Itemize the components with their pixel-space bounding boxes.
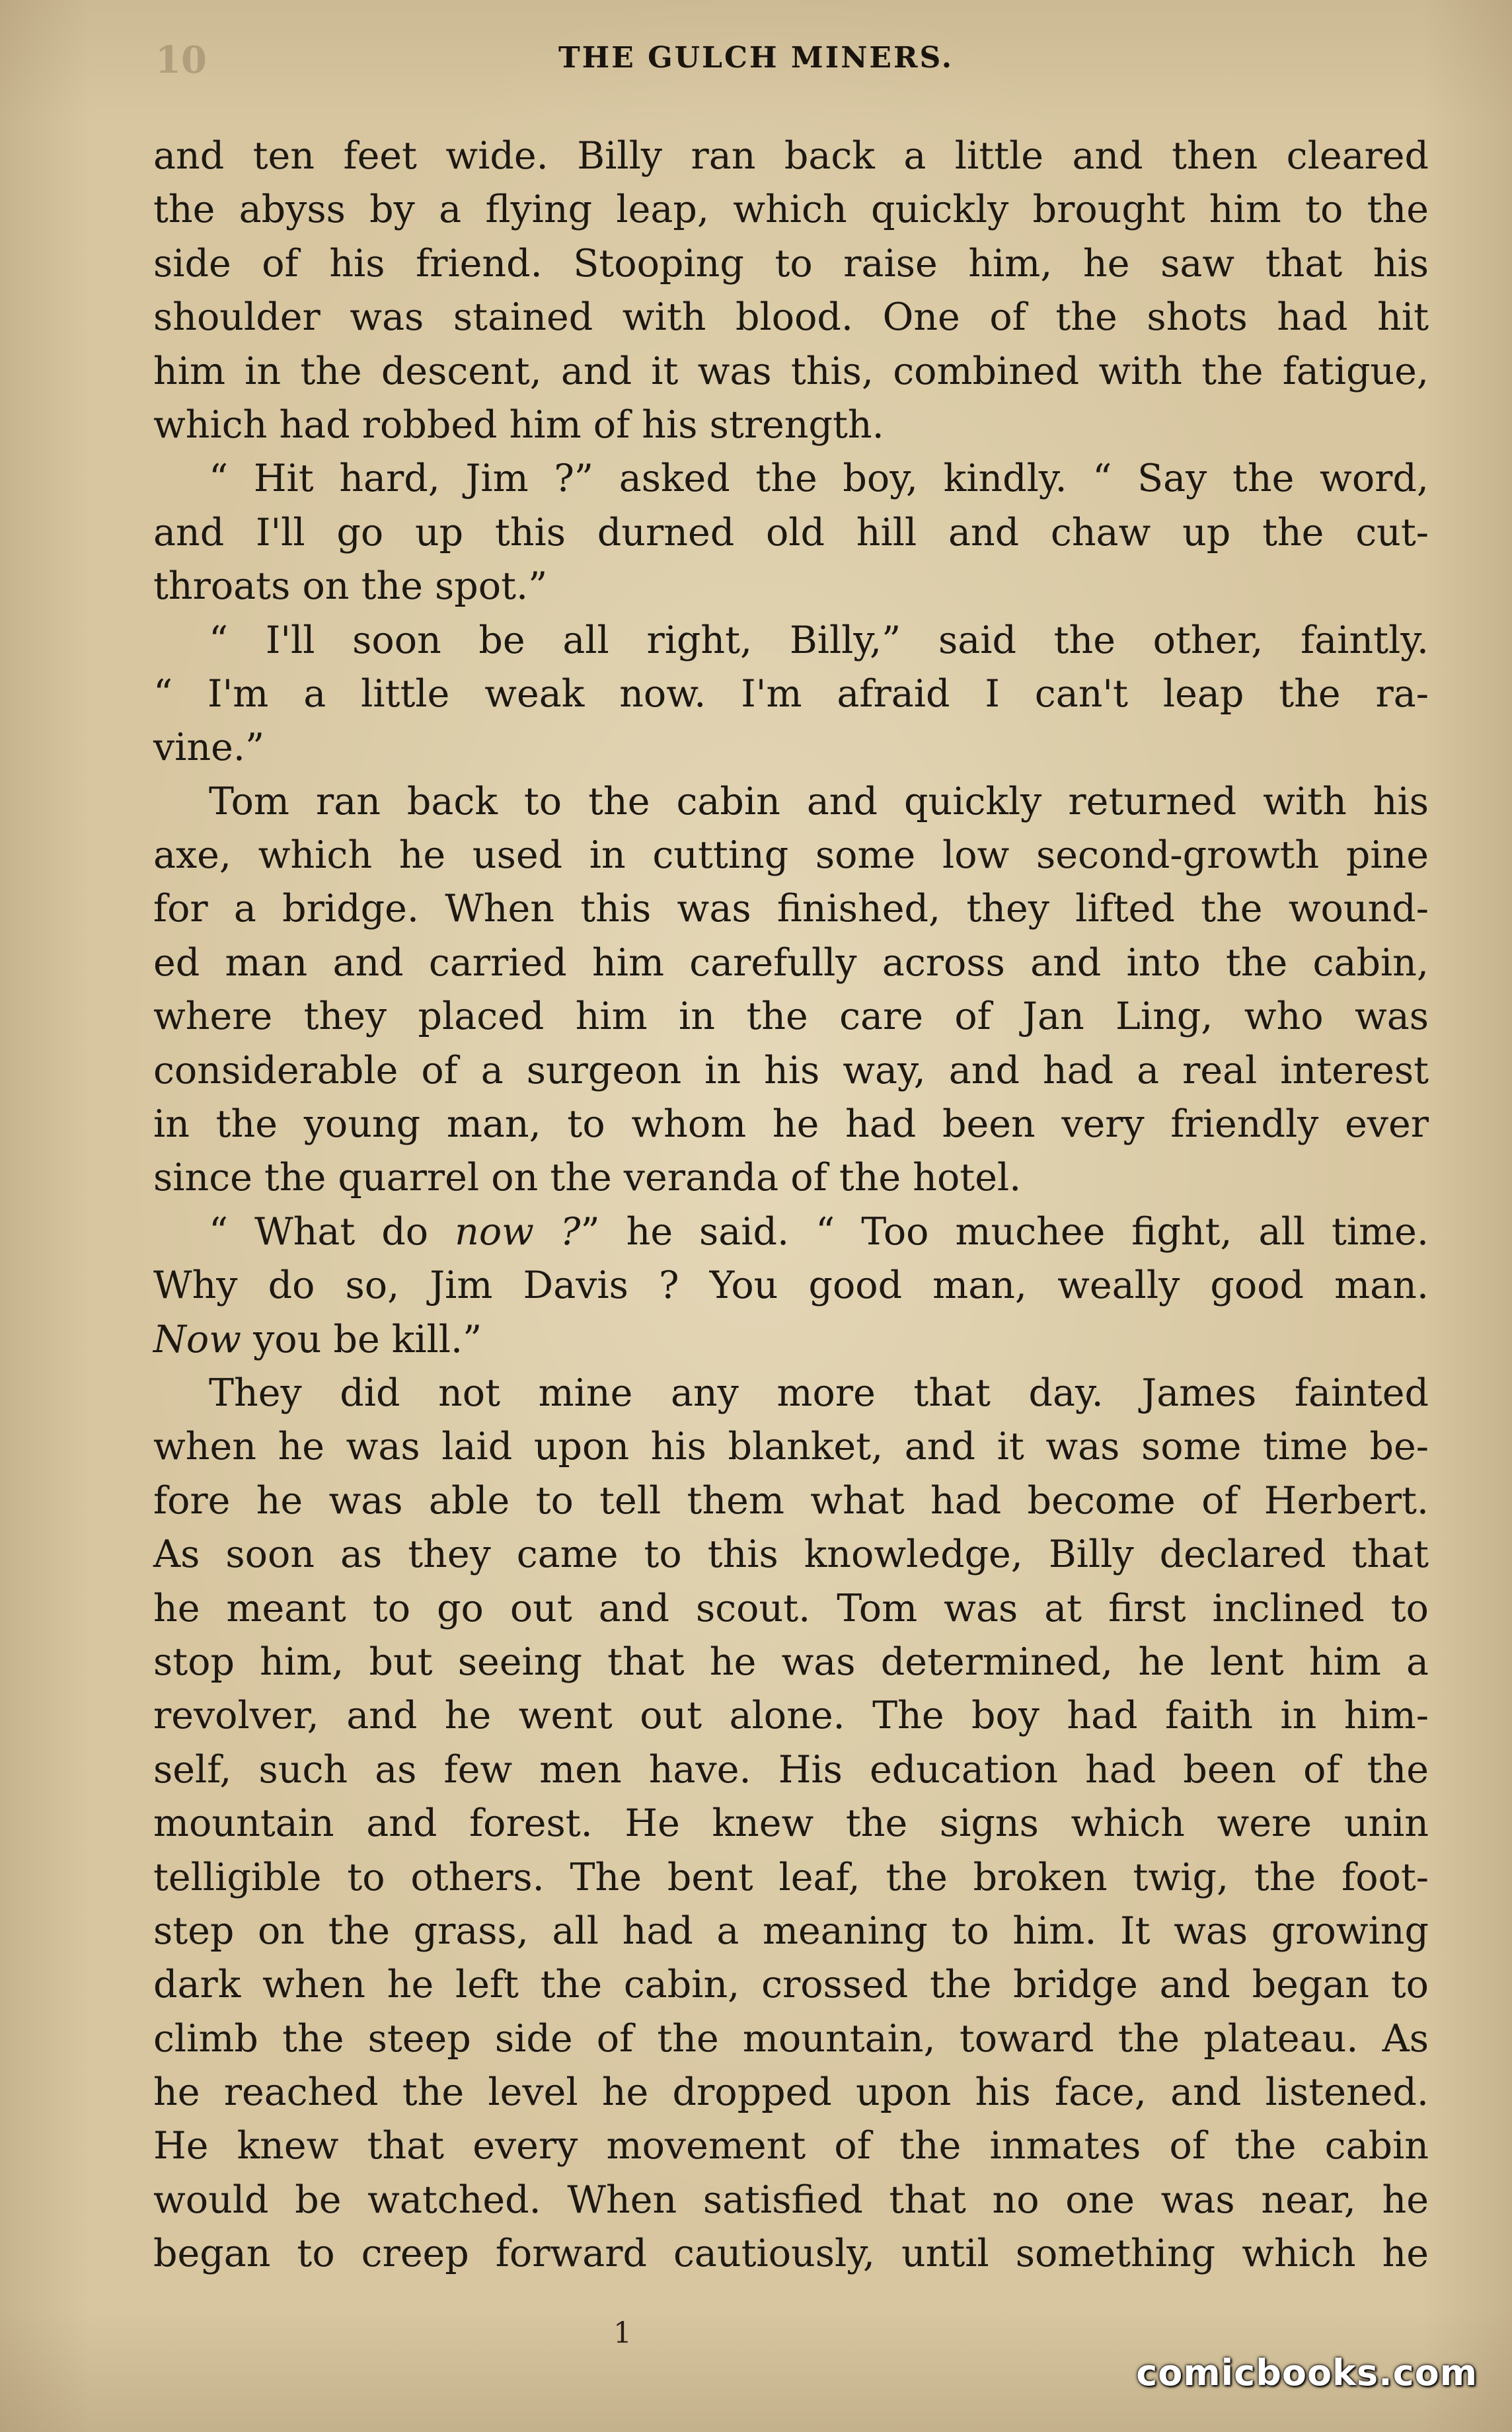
text-line: stop him, but seeing that he was determined, he lent him a [153, 1640, 1429, 1684]
text-line: axe, which he used in cutting some low second-growth pine [153, 833, 1429, 878]
text-line: throats on the spot.” [153, 564, 548, 609]
text-line: revolver, and he went out alone. The boy had faith in him- [153, 1694, 1429, 1738]
text-line: “ I'll soon be all right, Billy,” said the other, faintly. [209, 618, 1429, 662]
text-segment: you be kill.” [241, 1317, 482, 1361]
text-line: He knew that every movement of the inmates of the cabin [153, 2124, 1429, 2168]
text-line [153, 1205, 1429, 1259]
text-line: would be watched. When satisfied that no one was near, he [153, 2178, 1429, 2222]
text-line: considerable of a surgeon in his way, and had a real interest [153, 1048, 1429, 1092]
text-line: him in the descent, and it was this, combined with the fatigue, [153, 349, 1429, 393]
emphasis-text: now ? [455, 1209, 581, 1254]
text-line: when he was laid upon his blanket, and it was some time be- [153, 1425, 1429, 1469]
text-line: Why do so, Jim Davis ? You good man, weally good man. [153, 1264, 1429, 1308]
text-line: vine.” [153, 726, 265, 770]
text-line: in the young man, to whom he had been very friendly ever [153, 1102, 1429, 1147]
text-line: As soon as they came to this knowledge, Billy declared that [153, 1533, 1429, 1577]
body-text [153, 130, 1429, 2281]
text-segment: “ What do [209, 1209, 455, 1254]
text-line: They did not mine any more that day. James fainted [209, 1371, 1429, 1415]
text-line: since the quarrel on the veranda of the hotel. [153, 1156, 1022, 1200]
text-line: and I'll go up this durned old hill and chaw up the cut- [153, 510, 1429, 554]
text-line: telligible to others. The bent leaf, the broken twig, the foot- [153, 1855, 1429, 1899]
text-line: for a bridge. When this was finished, they lifted the wound- [153, 887, 1429, 931]
text-line: self, such as few men have. His education had been of the [153, 1747, 1429, 1792]
text-line: which had robbed him of his strength. [153, 402, 884, 447]
emphasis-text: Now [153, 1317, 241, 1361]
text-line: fore he was able to tell them what had become of Herbert. [153, 1478, 1429, 1523]
text-line: shoulder was stained with blood. One of the shots had hit [153, 295, 1429, 340]
text-line: dark when he left the cabin, crossed the bridge and began to [153, 1963, 1429, 2007]
text-line [153, 1313, 1429, 1367]
text-line: he reached the level he dropped upon his face, and listened. [153, 2071, 1429, 2115]
text-line: climb the steep side of the mountain, toward the plateau. As [153, 2016, 1429, 2061]
text-line: ed man and carried him carefully across and into the cabin, [153, 940, 1429, 985]
text-line: where they placed him in the care of Jan Ling, who was [153, 995, 1429, 1039]
text-line: Tom ran back to the cabin and quickly returned with his [209, 779, 1429, 823]
text-line: “ Hit hard, Jim ?” asked the boy, kindly. “ Say the word, [209, 457, 1429, 501]
watermark: comicbooks.com [1136, 2352, 1478, 2394]
text-line: the abyss by a flying leap, which quickly brought him to the [153, 188, 1429, 232]
text-line: began to creep forward cautiously, until something which he [153, 2232, 1429, 2276]
text-line: and ten feet wide. Billy ran back a little and then cleared [153, 134, 1429, 178]
text-segment: ” he said. “ Too muchee fight, all time. [580, 1209, 1429, 1254]
folio-mark: 1 [613, 2316, 632, 2350]
text-line: “ I'm a little weak now. I'm afraid I can't leap the ra- [153, 671, 1429, 716]
text-line: mountain and forest. He knew the signs which were unin [153, 1802, 1429, 1846]
page-number: 10 [155, 38, 207, 82]
text-line: step on the grass, all had a meaning to him. It was growing [153, 1909, 1429, 1953]
text-line: he meant to go out and scout. Tom was at first inclined to [153, 1586, 1429, 1630]
text-line: side of his friend. Stooping to raise him, he saw that his [153, 241, 1429, 285]
running-head: THE GULCH MINERS. [558, 41, 954, 75]
